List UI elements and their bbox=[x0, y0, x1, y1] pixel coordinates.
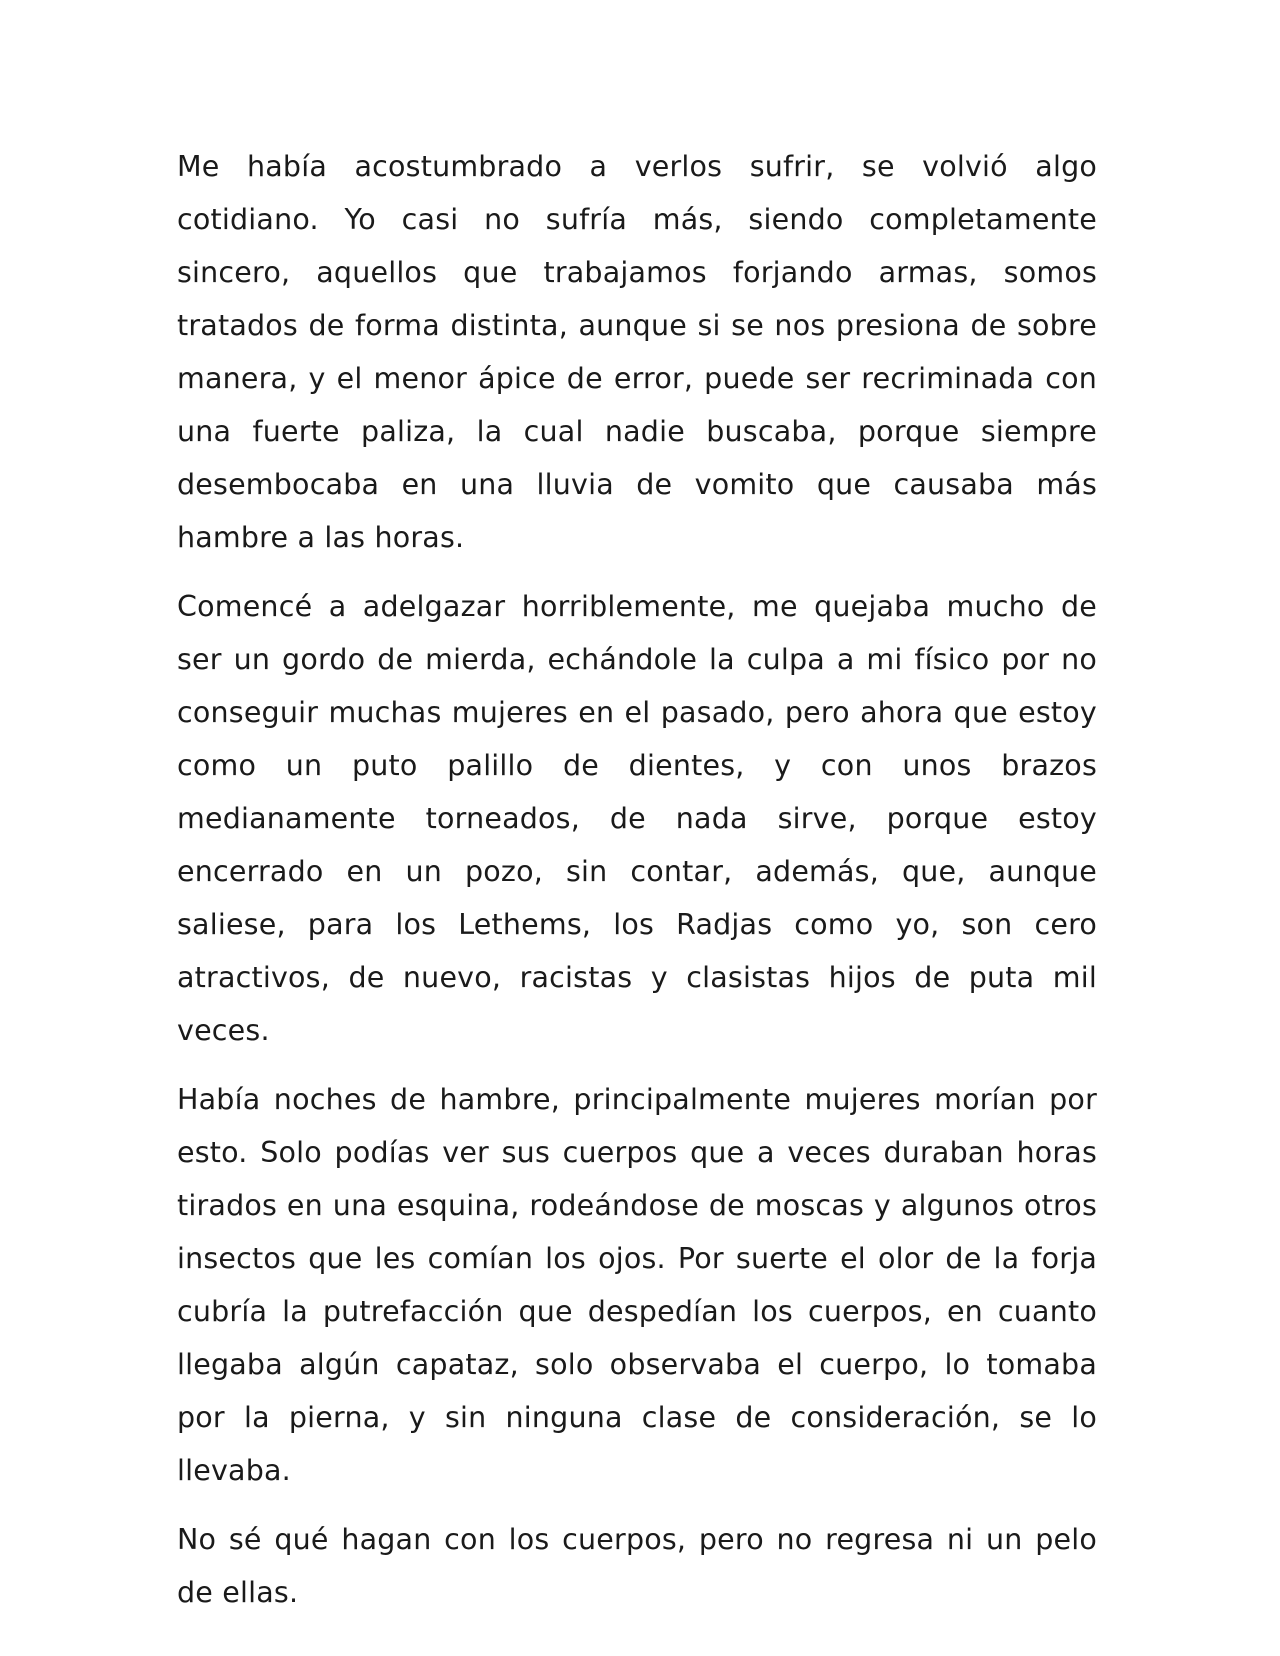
paragraph-3: Había noches de hambre, principalmente mujeres morían por esto. Solo podías ver sus cuerpos que a veces duraban horas tirados en una esquina, rodeándose de moscas y algunos otros insectos que les comían los ojos. Por suerte el olor de la forja cubría la putrefacción que despedían los cuerpos, en cuanto llegaba algún capataz, solo observaba el cuerpo, lo tomaba por la pierna, y sin ninguna clase de consideración, se lo llevaba. bbox=[177, 1083, 1097, 1487]
paragraph-1: Me había acostumbrado a verlos sufrir, se volvió algo cotidiano. Yo casi no sufría más, siendo completamente sincero, aquellos que trabajamos forjando armas, somos tratados de forma distinta, aunque si se nos presiona de sobre manera, y el menor ápice de error, puede ser recriminada con una fuerte paliza, la cual nadie buscaba, porque siempre desembocaba en una lluvia de vomito que causaba más hambre a las horas. bbox=[177, 150, 1097, 554]
paragraph-2: Comencé a adelgazar horriblemente, me quejaba mucho de ser un gordo de mierda, echándole la culpa a mi físico por no conseguir muchas mujeres en el pasado, pero ahora que estoy como un puto palillo de dientes, y con unos brazos medianamente torneados, de nada sirve, porque estoy encerrado en un pozo, sin contar, además, que, aunque saliese, para los Lethems, los Radjas como yo, son cero atractivos, de nuevo, racistas y clasistas hijos de puta mil veces. bbox=[177, 590, 1097, 1047]
document-body bbox=[177, 140, 1097, 1635]
paragraph-4: No sé qué hagan con los cuerpos, pero no regresa ni un pelo de ellas. bbox=[177, 1523, 1097, 1609]
